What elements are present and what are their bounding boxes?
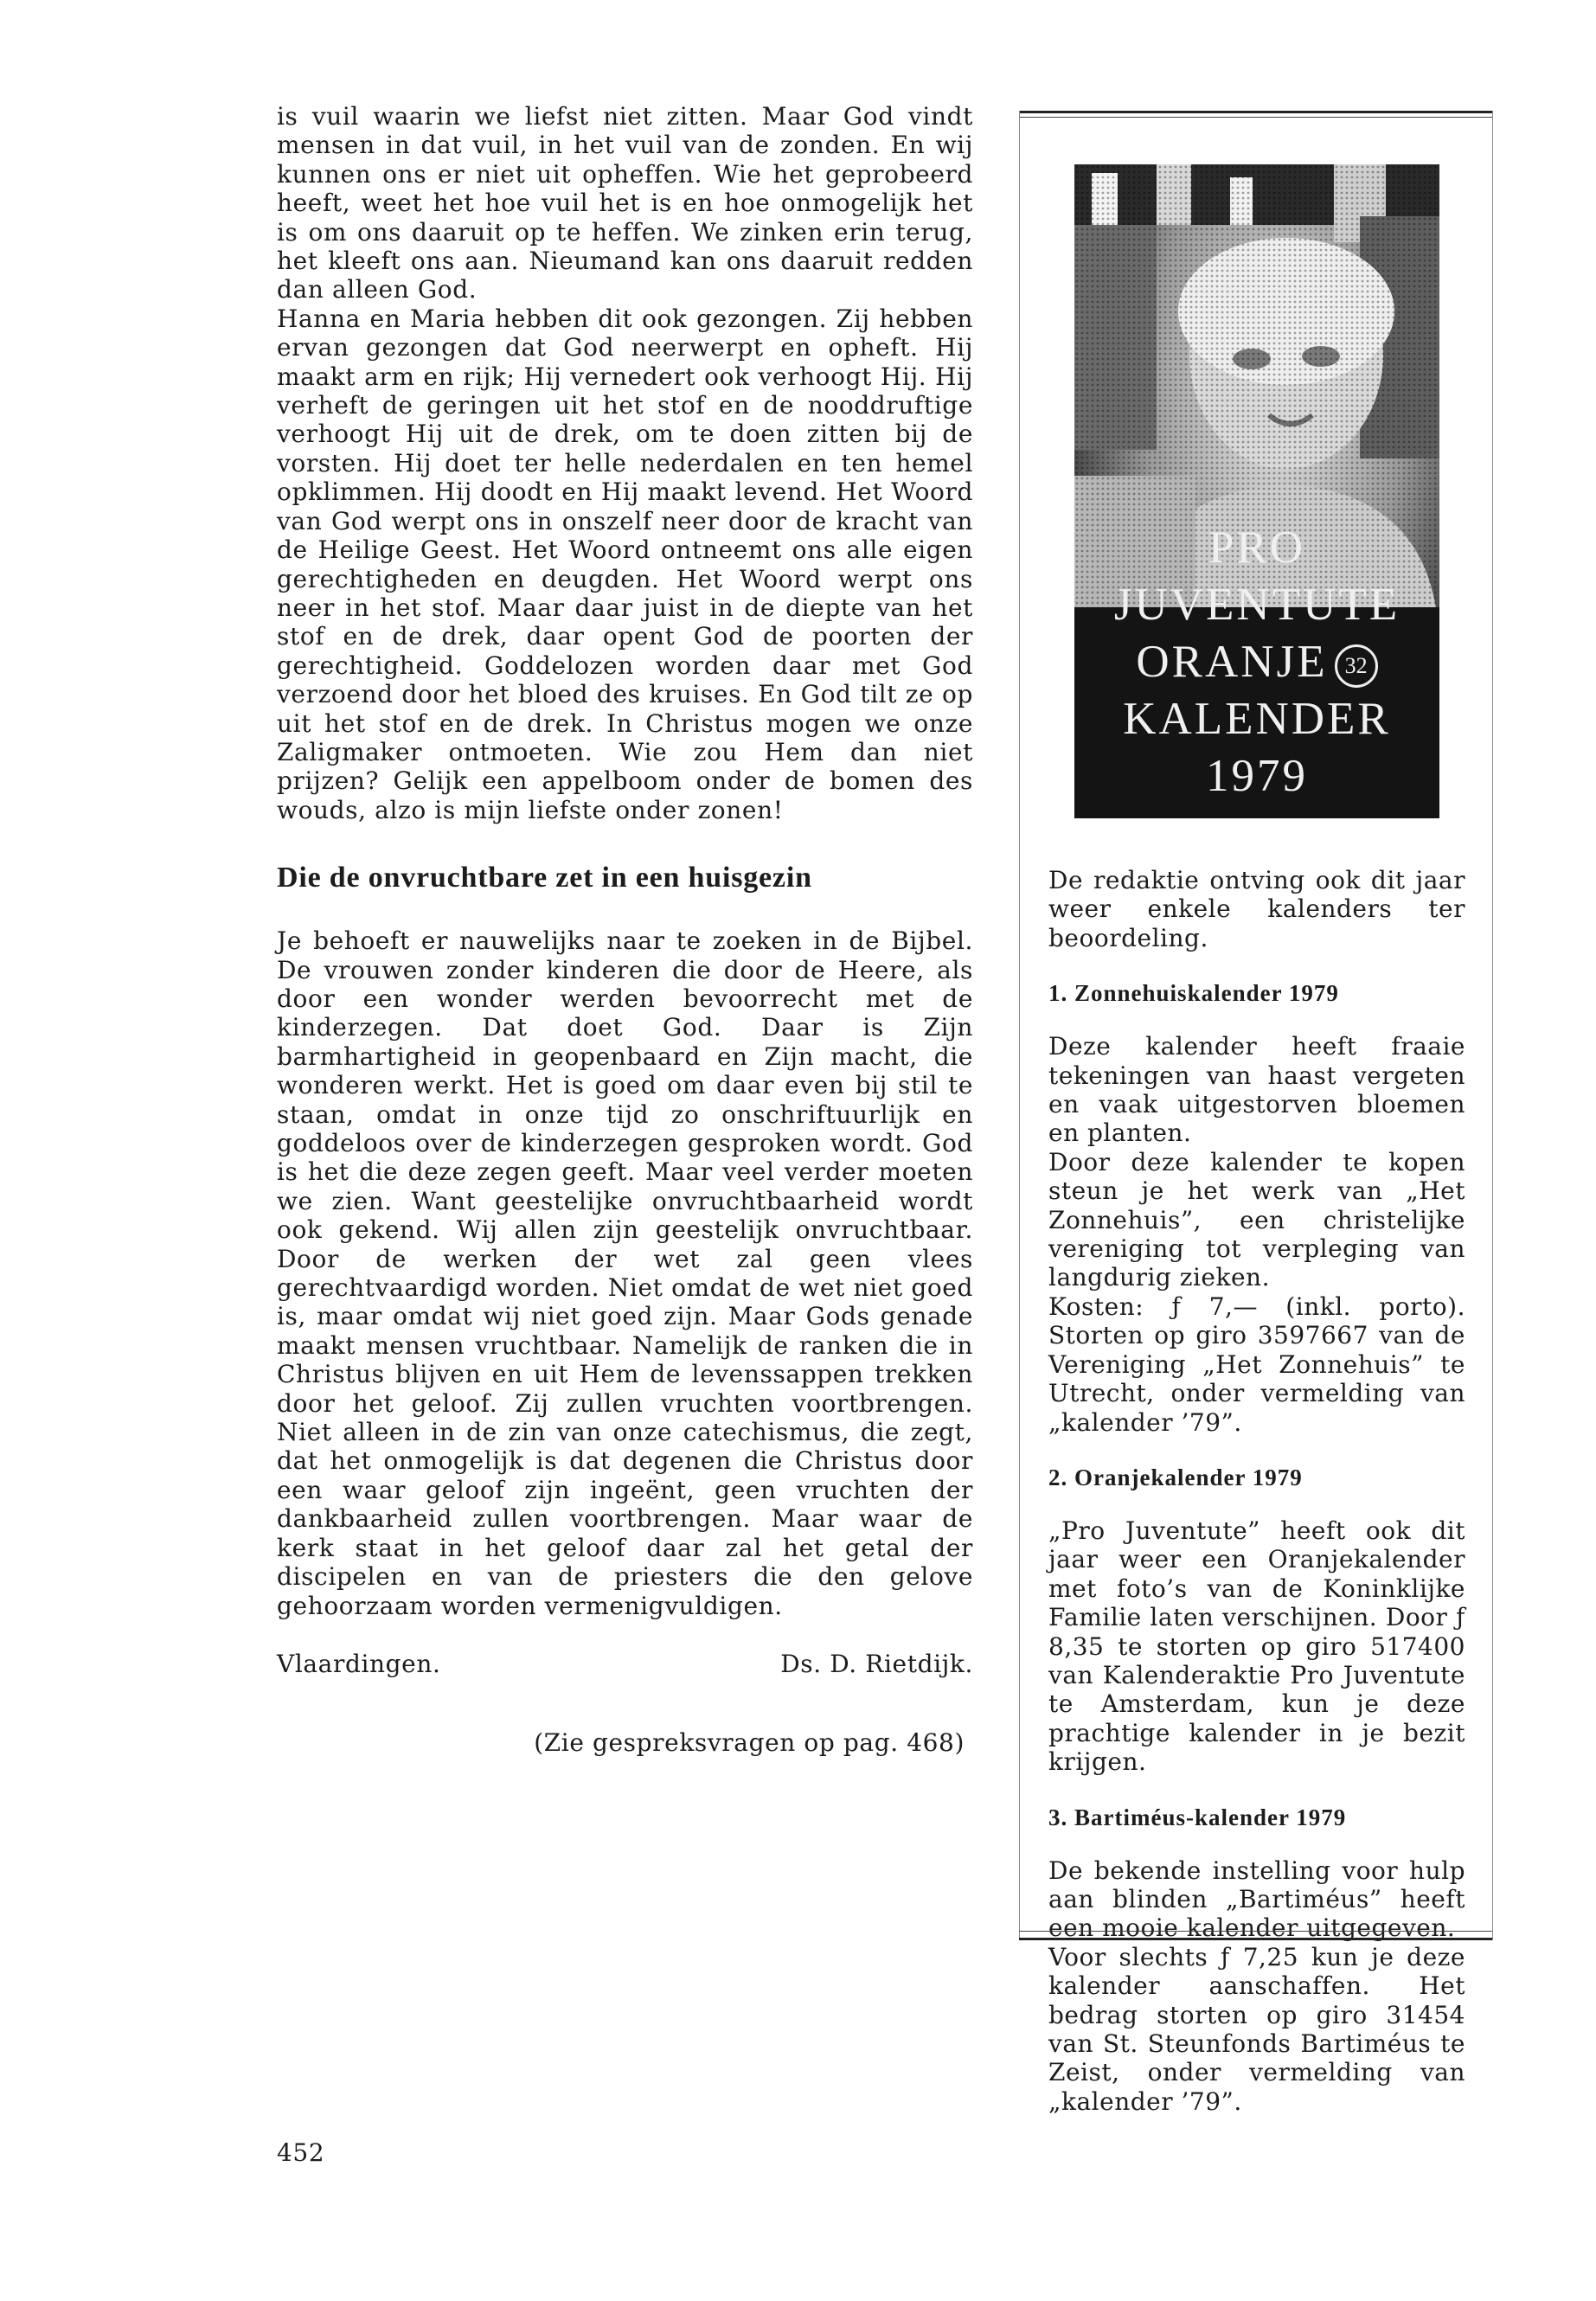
item-title: 1. Zonnehuiskalender 1979: [1048, 980, 1339, 1007]
calendar-box: [1019, 111, 1492, 2116]
box-border: [1019, 111, 1020, 1940]
article-paragraph: Hanna en Maria hebben dit ook gezongen. Zij hebben ervan gezongen dat God neerwerpt en opheft. Hij maakt arm en rijk; Hij vernedert ook verhoogt Hij. Hij verheft de geringen uit het stof en de nooddruftige verhoogt Hij uit de drek, om te doen zitten bij de vorsten. Hij doet ter helle nederdalen en ten hemel opklimmen. Hij doodt en Hij maakt levend. Het Woord van God werpt ons in onszelf neer door de kracht van de Heilige Geest. Het Woord ontneemt ons alle eigen gerechtigheden en deugden. Het Woord werpt ons neer in het stof. Maar daar juist in de diepte van het stof en de drek, daar opent God de poorten der gerechtigheid. Goddelozen worden daar met God verzoend door het bloed des kruises. En God tilt ze op uit het stof en de drek. In Christus mogen we onze Zaligmaker ontmoeten. Wie zou Hem dan niet prijzen? Gelijk een appelboom onder de bomen des wouds, alzo is mijn liefste onder zonen!: [277, 304, 973, 824]
item-paragraph: Voor slechts ƒ 7,25 kun je deze kalender aanschaffen. Het bedrag storten op giro 31454 van St. Steunfonds Bartiméus te Zeist, onder vermelding van „kalender ’79”.: [1048, 1942, 1465, 2116]
edition-badge: 32: [1335, 644, 1378, 688]
box-rule: [1019, 111, 1492, 113]
box-rule: [1019, 1931, 1492, 1932]
article-paragraph: is vuil waarin we liefst niet zitten. Maar God vindt mensen in dat vuil, in het vuil van de zonden. En wij kunnen ons er niet uit opheffen. Wie het geprobeerd heeft, weet het hoe vuil het is en hoe onmogelijk het is om ons daaruit op te heffen. We zinken erin terug, het kleeft ons aan. Nieumand kan ons daaruit redden dan alleen God.: [277, 102, 973, 304]
item-title: 2. Oranjekalender 1979: [1048, 1464, 1303, 1490]
item-title: 3. Bartiméus-kalender 1979: [1048, 1804, 1347, 1830]
section-heading: Die de onvruchtbare zet in een huisgezin: [277, 862, 812, 894]
box-intro: De redaktie ontving ook dit jaar weer enkele kalenders ter beoordeling.: [1048, 866, 1465, 952]
photo-caption: [1074, 519, 1439, 804]
box-border: [1492, 111, 1493, 1940]
item-paragraph: De bekende instelling voor hulp aan blinden „Bartiméus” heeft een mooie kalender uitgegeven.: [1048, 1856, 1465, 1943]
article-paragraph: Je behoeft er nauwelijks naar te zoeken in de Bijbel. De vrouwen zonder kinderen die door de Heere, als door een wonder werden bevoorrecht met de kinderzegen. Dat doet God. Daar is Zijn barmhartigheid in geopenbaard en Zijn macht, die wonderen werkt. Het is goed om daar even bij stil te staan, omdat in onze tijd zo onschriftuurlijk en goddeloos over de kinderzegen gesproken wordt. God is het die deze zegen geeft. Maar veel verder moeten we zien. Want geestelijke onvruchtbaarheid wordt ook gekend. Wij allen zijn geestelijk onvruchtbaar. Door de werken der wet zal geen vlees gerechtvaardigd worden. Niet omdat de wet niet goed is, maar omdat wij niet goed zijn. Maar Gods genade maakt mensen vruchtbaar. Namelijk de ranken die in Christus blijven en uit Hem de levenssappen trekken door het geloof. Zij zullen vruchten voortbrengen. Niet alleen in de zin van onze catechismus, die zegt, dat het onmogelijk is dat degenen die Christus door een waar geloof zijn ingeënt, geen vruchten der dankbaarheid zullen voortbrengen. Maar waar de kerk staat in het geloof daar zal het getal der discipelen en van de priesters die den gelove gehoorzaam worden vermenigvuldigen.: [277, 926, 973, 1620]
item-paragraph: „Pro Juventute” heeft ook dit jaar weer een Oranjekalender met foto’s van de Koninklijke Familie laten verschijnen. Door ƒ 8,35 te storten op giro 517400 van Kalenderaktie Pro Juventute te Amsterdam, kun je deze prachtige kalender in je bezit krijgen.: [1048, 1516, 1465, 1777]
box-rule: [1019, 1938, 1492, 1940]
article-column: [277, 102, 973, 1758]
caption-line: ORANJE 32: [1074, 633, 1439, 690]
cross-reference: (Zie gespreksvragen op pag. 468): [534, 1728, 965, 1758]
caption-line: PRO JUVENTUTE: [1113, 522, 1401, 630]
item-paragraph: Deze kalender heeft fraaie tekeningen van haast vergeten en vaak uitgestorven bloemen en planten.: [1048, 1032, 1465, 1148]
place-name: Vlaardingen.: [277, 1649, 441, 1678]
page-number: 452: [277, 2138, 325, 2167]
author-name: Ds. D. Rietdijk.: [780, 1649, 973, 1678]
signature-row: [277, 1650, 973, 1678]
caption-line: KALENDER 1979: [1123, 694, 1391, 801]
item-paragraph: Door deze kalender te kopen steun je het werk van „Het Zonnehuis”, een christelijke vereniging tot verpleging van langdurig zieken.: [1048, 1147, 1465, 1292]
calendar-cover-photo: [1074, 164, 1439, 818]
calendar-reviews: [1048, 866, 1465, 2116]
item-paragraph: Kosten: ƒ 7,— (inkl. porto). Storten op giro 3597667 van de Vereniging „Het Zonnehuis” te Utrecht, onder vermelding van „kalender ’79”.: [1048, 1292, 1465, 1437]
box-rule: [1019, 117, 1492, 118]
